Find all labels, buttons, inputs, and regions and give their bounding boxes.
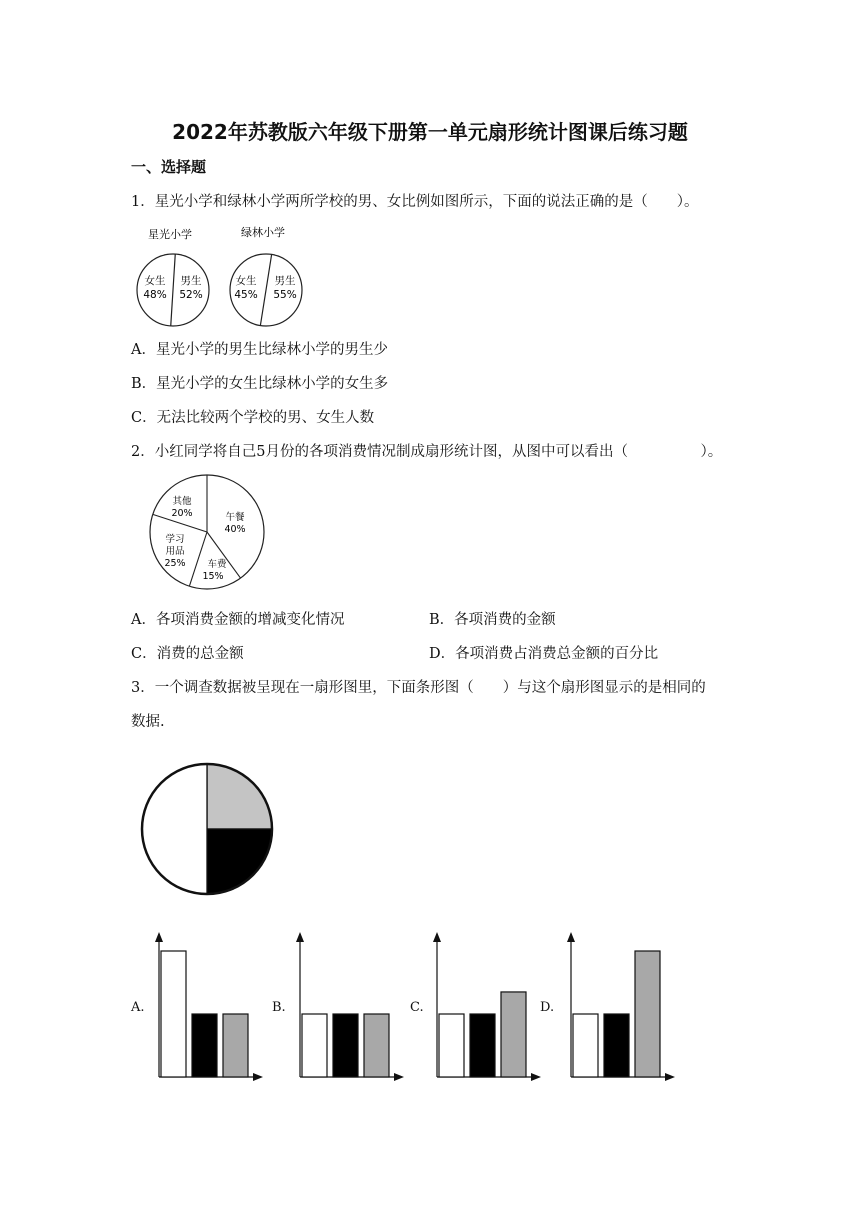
q2-pie-chart: [145, 470, 269, 594]
bar-white: [573, 1014, 598, 1077]
bar-white: [302, 1014, 327, 1077]
bar-black: [604, 1014, 629, 1077]
slice-value-other: 20%: [171, 508, 193, 519]
slice-value-study: 25%: [164, 558, 186, 569]
q3-bar-chart-d[interactable]: [567, 932, 675, 1081]
question-3-stem-continued: 数据.: [131, 714, 165, 730]
pie-value-girl: 48%: [143, 289, 167, 301]
bar-black: [333, 1014, 358, 1077]
question-3-stem: 3．一个调查数据被呈现在一扇形图里，下面条形图（ ）与这个扇形图显示的是相同的: [131, 680, 706, 696]
q1-chart-lvlin: [230, 225, 302, 326]
q1-chart-title: 绿林小学: [241, 226, 285, 239]
bar-black: [192, 1014, 217, 1077]
pie-value-boy: 52%: [179, 289, 203, 301]
page-title: 2022年苏教版六年级下册第一单元扇形统计图课后练习题: [172, 120, 688, 144]
q1-chart-title: 星光小学: [148, 228, 192, 241]
question-1-stem: 1．星光小学和绿林小学两所学校的男、女比例如图所示，下面的说法正确的是（ ）。: [131, 194, 699, 210]
slice-label-other: 其他: [172, 496, 192, 507]
q3-bar-charts: [0, 920, 860, 1090]
pie-label-girl: 女生: [144, 275, 166, 287]
slice-value-lunch: 40%: [224, 524, 246, 535]
q1-option-c[interactable]: C．无法比较两个学校的男、女生人数: [131, 410, 375, 426]
slice-label-study-2: 用品: [165, 546, 185, 557]
pie-label-boy: 男生: [274, 275, 296, 287]
bar-gray: [501, 992, 526, 1077]
bar-gray: [635, 951, 660, 1077]
pie-value-boy: 55%: [273, 289, 297, 301]
x-axis-arrow: [665, 1073, 675, 1081]
pie-slice-white: [142, 764, 207, 894]
pie-label-boy: 男生: [180, 275, 202, 287]
q2-option-b[interactable]: B．各项消费的金额: [429, 612, 556, 628]
q3-option-a-label[interactable]: A.: [131, 1000, 145, 1015]
y-axis-arrow: [433, 932, 441, 942]
x-axis-arrow: [394, 1073, 404, 1081]
slice-value-fare: 15%: [202, 571, 224, 582]
q2-option-d[interactable]: D．各项消费占消费总金额的百分比: [429, 646, 659, 662]
q3-option-c-label[interactable]: C.: [410, 1000, 424, 1015]
slice-label-study-1: 学习: [165, 534, 185, 545]
x-axis-arrow: [253, 1073, 263, 1081]
q1-option-a[interactable]: A．星光小学的男生比绿林小学的男生少: [131, 342, 388, 358]
q1-chart-xingguang: [137, 227, 209, 326]
q2-option-a[interactable]: A．各项消费金额的增减变化情况: [131, 612, 345, 628]
bar-white: [439, 1014, 464, 1077]
y-axis-arrow: [567, 932, 575, 942]
q3-bar-chart-a[interactable]: [155, 932, 263, 1081]
slice-label-fare: 车费: [207, 559, 227, 570]
x-axis-arrow: [531, 1073, 541, 1081]
bar-gray: [223, 1014, 248, 1077]
section-heading: 一、选择题: [131, 158, 207, 176]
q1-pie-charts: [130, 222, 320, 334]
q3-pie-chart: [138, 760, 276, 898]
q3-option-d-label[interactable]: D.: [540, 1000, 555, 1015]
q2-option-c[interactable]: C．消费的总金额: [131, 646, 244, 662]
q3-bar-chart-b[interactable]: [296, 932, 404, 1081]
bar-white: [161, 951, 186, 1077]
y-axis-arrow: [155, 932, 163, 942]
bar-gray: [364, 1014, 389, 1077]
slice-label-lunch: 午餐: [225, 512, 245, 523]
y-axis-arrow: [296, 932, 304, 942]
pie-label-girl: 女生: [235, 275, 257, 287]
pie-value-girl: 45%: [234, 289, 258, 301]
q3-bar-chart-c[interactable]: [433, 932, 541, 1081]
bar-black: [470, 1014, 495, 1077]
q3-option-b-label[interactable]: B.: [272, 1000, 286, 1015]
question-2-stem: 2．小红同学将自己5月份的各项消费情况制成扇形统计图，从图中可以看出（ ）。: [131, 444, 723, 460]
q1-option-b[interactable]: B．星光小学的女生比绿林小学的女生多: [131, 376, 389, 392]
